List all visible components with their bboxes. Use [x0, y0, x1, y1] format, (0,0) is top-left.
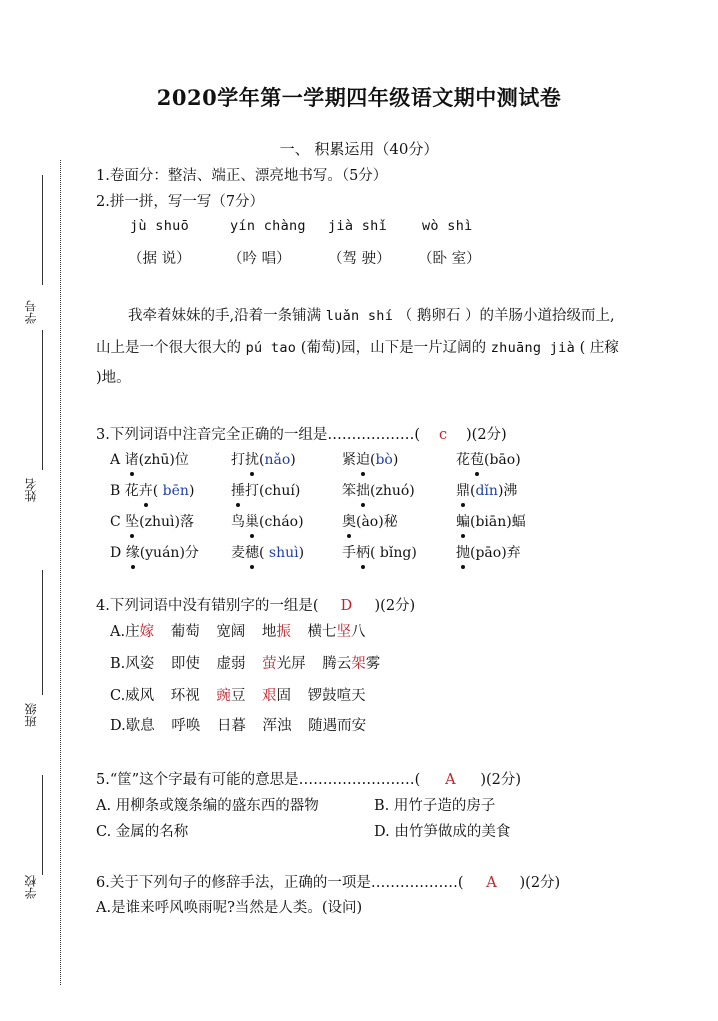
label-xuehao: 学号 — [24, 300, 38, 324]
q6-stem-text: 6.关于下列句子的修辞手法，正确的一项是………………( — [96, 875, 464, 891]
q5-option-c: C. 金属的名称 — [96, 824, 189, 840]
question-6-stem — [96, 871, 560, 892]
paragraph-line-3: )地。 — [96, 370, 131, 386]
q4-answer: D — [340, 598, 353, 614]
q3-option-c-3: 奥 (ào)秘 — [342, 511, 398, 531]
q5-option-d: D. 由竹笋做成的美食 — [374, 824, 511, 840]
q3-option-b-4: 鼎 (dǐn)沸 — [456, 480, 517, 500]
wrong-char: 艰 — [262, 688, 277, 704]
q3-option-d-1: D 缘 (yuán)分 — [110, 542, 199, 562]
para-answer-eluanshi: （ 鹅卵石 ）的羊肠小道拾级而上, — [397, 308, 615, 324]
q4-stem-text: 4.下列词语中没有错别字的一组是( — [96, 598, 319, 614]
line-xingming — [42, 330, 43, 470]
q4-option-c: C.威风 环视 豌豆 艰固 锣鼓喧天 — [110, 688, 366, 704]
line-xuexiao — [42, 775, 43, 875]
pinyin-4: wò shì — [422, 218, 473, 234]
para-text: 我牵着妹妹的手,沿着一条铺满 — [128, 308, 322, 324]
q3-option-b-1: B 花卉 ( bēn) — [110, 480, 194, 500]
q3-option-c-4: 蝙 (biān)蝠 — [456, 511, 526, 531]
word-answer-3: （驾 驶） — [328, 251, 391, 267]
q3-answer: c — [438, 427, 448, 443]
section-heading: 一、 积累运用（40分） — [279, 140, 439, 158]
q6-option-a: A.是谁来呼风唤雨呢?当然是人类。(设问) — [96, 900, 363, 916]
binding-dotted-line — [60, 160, 61, 985]
q4-option-a: A.庄嫁 葡萄 宽阔 地振 横七坚八 — [110, 624, 366, 640]
label-banji: 班级 — [24, 703, 38, 727]
wrong-char: 振 — [276, 624, 291, 640]
q5-option-b: B. 用竹子造的房子 — [374, 798, 496, 814]
q5-stem-text: 5.“筐”这个字最有可能的意思是……………………( — [96, 772, 421, 788]
q3-option-c-2: 鸟巢 (cháo) — [231, 511, 304, 531]
paragraph-line-1 — [128, 304, 615, 325]
question-2-stem: 2.拼一拼，写一写（7分） — [96, 194, 265, 210]
q3-option-a-1: A 诸 (zhū)位 — [110, 449, 189, 469]
q6-score: )(2分) — [519, 875, 561, 891]
para-pinyin-zhuangjia: zhuāng jià — [490, 340, 576, 356]
wrong-char: 萤 — [262, 656, 277, 672]
pinyin-3: jià shǐ — [328, 218, 387, 234]
question-3-stem — [96, 423, 507, 444]
word-answer-1: （据 说） — [128, 251, 191, 267]
wrong-char: 嫁 — [139, 624, 155, 640]
para-answer-putao: (葡萄)园，山下是一片辽阔的 — [300, 340, 487, 356]
question-1: 1.卷面分：整洁、端正、漂亮地书写。（5分） — [96, 168, 388, 184]
q3-option-c-1: C 坠 (zhuì)落 — [110, 511, 194, 531]
q3-option-d-4: 抛 (pāo)弃 — [456, 542, 521, 562]
line-xuehao — [42, 175, 43, 285]
para-pinyin-luanshi: luǎn shí — [325, 308, 394, 324]
q5-score: )(2分) — [480, 772, 522, 788]
q5-answer: A — [445, 772, 456, 788]
q4-option-b: B.风姿 即使 虚弱 萤光屏 腾云架雾 — [110, 656, 381, 672]
wrong-char: 豌 — [216, 688, 231, 704]
para-text: 山上是一个很大很大的 — [96, 340, 241, 356]
label-xuexiao: 学校 — [24, 875, 38, 899]
word-answer-4: （卧 室） — [418, 251, 481, 267]
q5-option-a: A. 用柳条或篾条编的盛东西的器物 — [96, 798, 319, 814]
question-5-stem — [96, 768, 521, 789]
page-title: 2020学年第一学期四年级语文期中测试卷 — [156, 85, 562, 110]
q3-score: )(2分) — [466, 427, 507, 443]
wrong-char: 架 — [351, 656, 366, 672]
q3-option-a-2: 打扰 (nǎo) — [231, 449, 296, 469]
wrong-char: 坚 — [336, 624, 352, 640]
q4-score: )(2分) — [374, 598, 416, 614]
q3-option-a-4: 花苞 (bāo) — [456, 449, 521, 469]
pinyin-2: yín chàng — [230, 218, 306, 234]
line-banji — [42, 570, 43, 695]
para-answer-zhuangjia: ( 庄稼 — [579, 340, 619, 356]
q3-option-d-3: 手柄 ( bǐng) — [342, 542, 417, 562]
label-xingming: 姓名 — [24, 478, 38, 502]
q4-option-d: D.歇息 呼唤 日暮 浑浊 随遇而安 — [110, 718, 367, 734]
pinyin-1: jù shuō — [130, 218, 189, 234]
q6-answer: A — [486, 875, 497, 891]
word-answer-2: （吟 唱） — [228, 251, 291, 267]
question-4-stem — [96, 594, 415, 615]
q3-option-d-2: 麦穗 ( shuì) — [231, 542, 304, 562]
para-pinyin-putao: pú tao — [245, 340, 297, 356]
paragraph-line-2 — [96, 336, 619, 357]
q3-option-b-3: 笨拙 (zhuó) — [342, 480, 415, 500]
q3-stem-text: 3.下列词语中注音完全正确的一组是………………( — [96, 427, 420, 443]
q3-option-b-2: 捶 打(chuí) — [231, 480, 300, 500]
q3-option-a-3: 紧迫 (bò) — [342, 449, 398, 469]
